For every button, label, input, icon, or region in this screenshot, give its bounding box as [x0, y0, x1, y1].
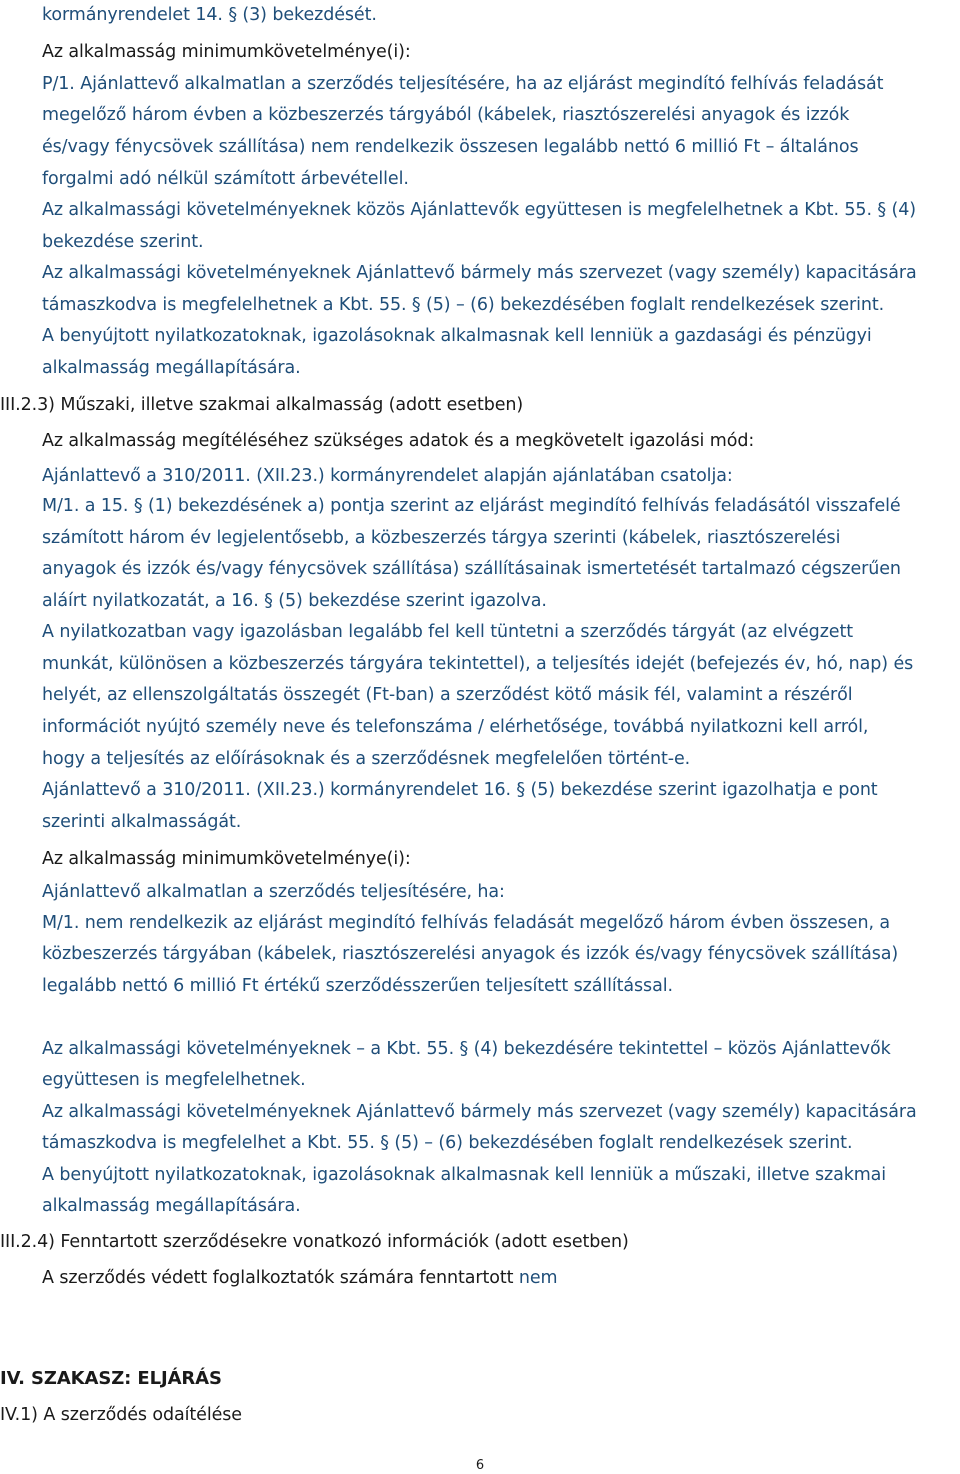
text-line: helyét, az ellenszolgáltatás összegét (Ft-ban) a szerződést kötő másik fél, valamint a részéről — [42, 685, 853, 705]
text-line: számított három év legjelentősebb, a közbeszerzés tárgya szerinti (kábelek, riasztószerelési — [42, 528, 841, 548]
text-line: Ajánlattevő a 310/2011. (XII.23.) kormányrendelet alapján ajánlatában csatolja: — [42, 466, 733, 486]
text-line: Az alkalmassági követelményeknek Ajánlattevő bármely más szervezet (vagy személy) kapacitására — [42, 263, 917, 283]
text-line: támaszkodva is megfelelhetnek a Kbt. 55. § (5) – (6) bekezdésében foglalt rendelkezések szerint. — [42, 295, 885, 315]
text-line: támaszkodva is megfelelhet a Kbt. 55. § (5) – (6) bekezdésében foglalt rendelkezések szerint. — [42, 1133, 853, 1153]
text-line: alkalmasság megállapítására. — [42, 1196, 301, 1216]
text-line: Ajánlattevő a 310/2011. (XII.23.) kormányrendelet 16. § (5) bekezdése szerint igazolhatja e pont — [42, 780, 878, 800]
text-line: Az alkalmassági követelményeknek közös Ajánlattevők együttesen is megfelelhetnek a Kbt. 55. § (4) — [42, 200, 916, 220]
reserved-value: nem — [518, 1268, 558, 1288]
text-line: kormányrendelet 14. § (3) bekezdését. — [42, 5, 377, 25]
section-title: IV. SZAKASZ: ELJÁRÁS — [0, 1368, 222, 1389]
text-line: M/1. a 15. § (1) bekezdésének a) pontja szerint az eljárást megindító felhívás feladásától visszafelé — [42, 496, 901, 516]
text-line: A nyilatkozatban vagy igazolásban legalább fel kell tüntetni a szerződés tárgyát (az elvégzett — [42, 622, 853, 642]
text-line: Ajánlattevő alkalmatlan a szerződés teljesítésére, ha: — [42, 882, 505, 902]
text-line: Az alkalmassági követelményeknek Ajánlattevő bármely más szervezet (vagy személy) kapacitására — [42, 1102, 917, 1122]
text-line: Az alkalmasság megítéléséhez szükséges adatok és a megkövetelt igazolási mód: — [42, 431, 755, 451]
text-line: információt nyújtó személy neve és telefonszáma / elérhetősége, továbbá nyilatkozni kell arról, — [42, 717, 869, 737]
reserved-label: A szerződés védett foglalkoztatók számára fenntartott — [42, 1268, 514, 1288]
text-line: közbeszerzés tárgyában (kábelek, riasztószerelési anyagok és izzók és/vagy fénycsövek szállítása) — [42, 944, 899, 964]
text-line: M/1. nem rendelkezik az eljárást megindító felhívás feladását megelőző három évben összesen, a — [42, 913, 891, 933]
text-line: alkalmasság megállapítására. — [42, 358, 301, 378]
text-line: anyagok és izzók és/vagy fénycsövek szállítása) szállításainak ismertetését tartalmazó cégszerűen — [42, 559, 901, 579]
reserved-contract-line — [42, 1267, 557, 1289]
subsection-title: IV.1) A szerződés odaítélése — [0, 1405, 242, 1425]
text-line: P/1. Ajánlattevő alkalmatlan a szerződés teljesítésére, ha az eljárást megindító felhívás feladását — [42, 74, 884, 94]
text-line: munkát, különösen a közbeszerzés tárgyára tekintettel), a teljesítés idejét (befejezés év, hó, nap) és — [42, 654, 914, 674]
text-line: forgalmi adó nélkül számított árbevétellel. — [42, 169, 409, 189]
text-line: aláírt nyilatkozatát, a 16. § (5) bekezdése szerint igazolva. — [42, 591, 547, 611]
text-line: szerinti alkalmasságát. — [42, 812, 242, 832]
subsection-heading: III.2.4) Fenntartott szerződésekre vonatkozó információk (adott esetben) — [0, 1232, 629, 1252]
page-number: 6 — [475, 1458, 485, 1473]
subsection-heading: III.2.3) Műszaki, illetve szakmai alkalmasság (adott esetben) — [0, 395, 524, 415]
text-line: együttesen is megfelelhetnek. — [42, 1070, 306, 1090]
text-line: A benyújtott nyilatkozatoknak, igazolásoknak alkalmasnak kell lenniük a műszaki, illetve szakmai — [42, 1165, 887, 1185]
text-line: és/vagy fénycsövek szállítása) nem rendelkezik összesen legalább nettó 6 millió Ft – általános — [42, 137, 859, 157]
text-line: Az alkalmasság minimumkövetelménye(i): — [42, 42, 411, 62]
text-line: Az alkalmasság minimumkövetelménye(i): — [42, 849, 411, 869]
text-line: A benyújtott nyilatkozatoknak, igazolásoknak alkalmasnak kell lenniük a gazdasági és pénzügyi — [42, 326, 872, 346]
text-line: Az alkalmassági követelményeknek – a Kbt. 55. § (4) bekezdésére tekintettel – közös Ajánlattevők — [42, 1039, 891, 1059]
text-line: hogy a teljesítés az előírásoknak és a szerződésnek megfelelően történt-e. — [42, 749, 691, 769]
text-line: megelőző három évben a közbeszerzés tárgyából (kábelek, riasztószerelési anyagok és izzók — [42, 105, 850, 125]
text-line: legalább nettó 6 millió Ft értékű szerződésszerűen teljesített szállítással. — [42, 976, 673, 996]
text-line: bekezdése szerint. — [42, 232, 204, 252]
